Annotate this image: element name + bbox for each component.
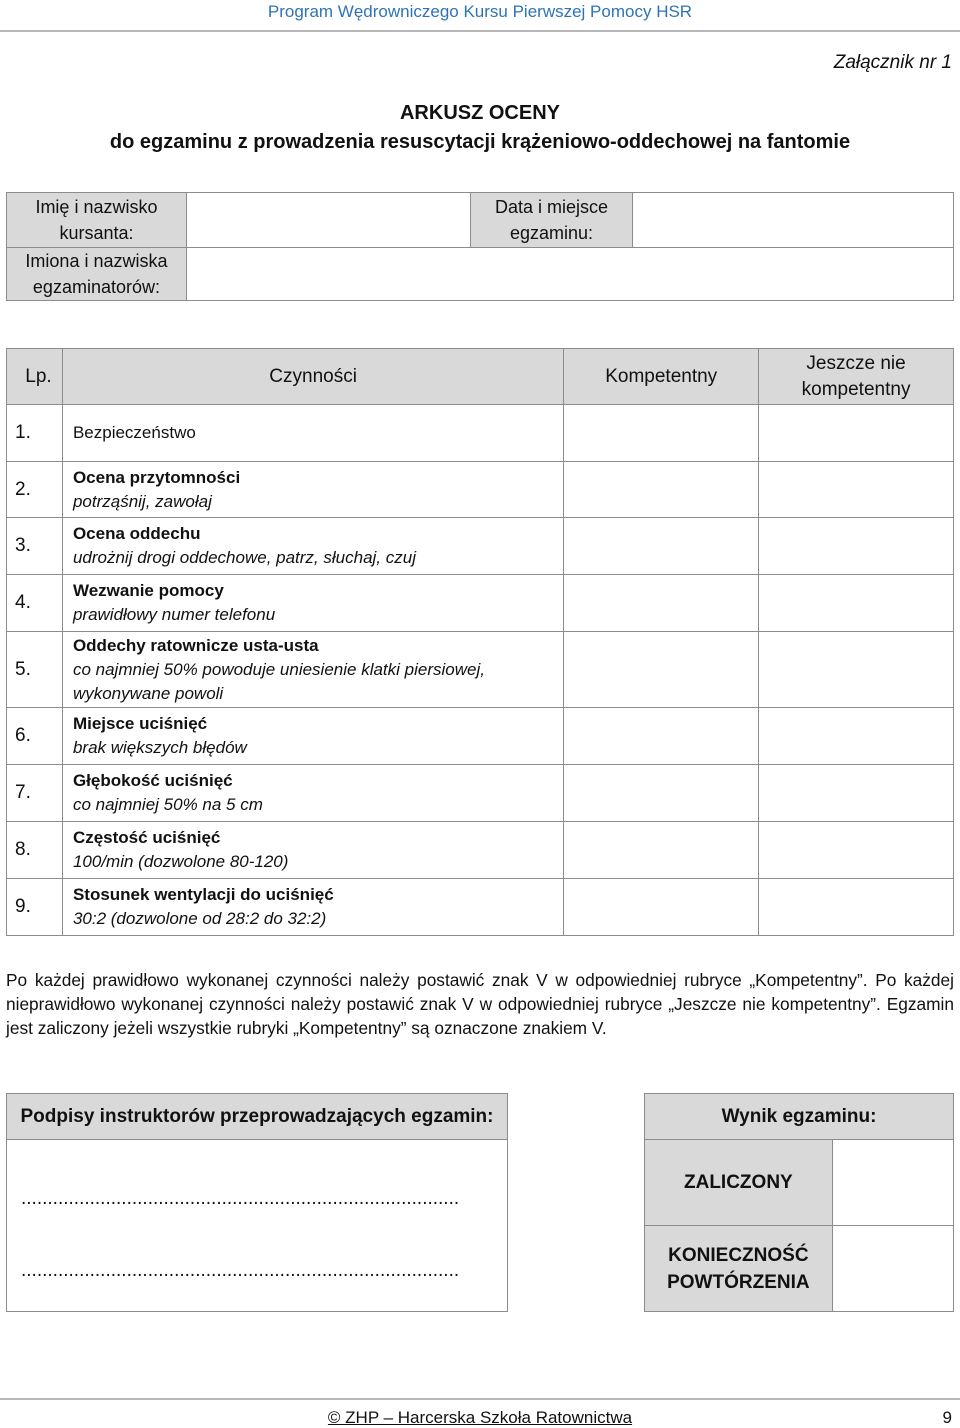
row-number: 5. bbox=[7, 632, 63, 708]
row-number: 3. bbox=[7, 518, 63, 575]
document-title: ARKUSZ OCENY bbox=[399, 102, 560, 124]
not-competent-cell[interactable] bbox=[759, 405, 954, 462]
competent-cell[interactable] bbox=[564, 518, 759, 575]
header-actions: Czynności bbox=[62, 349, 563, 405]
row-number: 8. bbox=[7, 822, 63, 879]
table-row bbox=[7, 708, 954, 765]
instructions-note: Po każdej prawidłowo wykonanej czynności należy postawić znak V w odpowiedniej rubryce „Kompetentny”. Po każdej nieprawidłowo wykonanej czynności należy postawić znak V w odpowiedniej rubryce „Jeszcze nie kompetentny”. Egzamin jest zaliczony jeżeli wszystkie rubryki „Kompetentny” są oznaczone znakiem V. bbox=[6, 970, 954, 1038]
evaluation-table bbox=[6, 348, 954, 936]
signature-line: ................................................................................... bbox=[21, 1188, 460, 1209]
competent-cell[interactable] bbox=[564, 708, 759, 765]
table-row bbox=[7, 822, 954, 879]
header-competent: Kompetentny bbox=[564, 349, 759, 405]
table-row bbox=[7, 405, 954, 462]
table-row bbox=[7, 462, 954, 518]
signatures-table bbox=[6, 1093, 508, 1312]
row-action: Głębokość uciśnięć co najmniej 50% na 5 cm bbox=[62, 765, 563, 822]
row-number: 1. bbox=[7, 405, 63, 462]
not-competent-cell[interactable] bbox=[759, 632, 954, 708]
not-competent-cell[interactable] bbox=[759, 575, 954, 632]
not-competent-cell[interactable] bbox=[759, 518, 954, 575]
info-table bbox=[6, 192, 954, 301]
result-passed-checkbox[interactable] bbox=[832, 1140, 953, 1226]
row-number: 6. bbox=[7, 708, 63, 765]
row-action: Wezwanie pomocy prawidłowy numer telefonu bbox=[62, 575, 563, 632]
row-action: Ocena oddechu udrożnij drogi oddechowe, patrz, słuchaj, czuj bbox=[62, 518, 563, 575]
competent-cell[interactable] bbox=[564, 462, 759, 518]
row-number: 4. bbox=[7, 575, 63, 632]
result-passed-label: ZALICZONY bbox=[645, 1140, 833, 1226]
exam-date-place-label: Data i miejsce egzaminu: bbox=[470, 193, 633, 248]
footer-divider bbox=[0, 1398, 960, 1400]
row-action: Oddechy ratownicze usta-usta co najmniej 50% powoduje uniesienie klatki piersiowej, wykonywane powoli bbox=[62, 632, 563, 708]
examiners-field[interactable] bbox=[186, 248, 953, 301]
row-action: Stosunek wentylacji do uciśnięć 30:2 (dozwolone od 28:2 do 32:2) bbox=[62, 879, 563, 936]
page-number: 9 bbox=[942, 1408, 952, 1427]
competent-cell[interactable] bbox=[564, 822, 759, 879]
competent-cell[interactable] bbox=[564, 879, 759, 936]
running-header: Program Wędrowniczego Kursu Pierwszej Pomocy HSR bbox=[267, 2, 693, 21]
signatures-label: Podpisy instruktorów przeprowadzających egzamin: bbox=[7, 1094, 508, 1140]
signatures-area[interactable] bbox=[7, 1140, 508, 1312]
examiners-label: Imiona i nazwiska egzaminatorów: bbox=[7, 248, 187, 301]
result-table bbox=[644, 1093, 954, 1312]
row-action: Bezpieczeństwo bbox=[62, 405, 563, 462]
student-name-label: Imię i nazwisko kursanta: bbox=[7, 193, 187, 248]
annex-label: Załącznik nr 1 bbox=[833, 52, 952, 73]
row-action: Ocena przytomności potrząśnij, zawołaj bbox=[62, 462, 563, 518]
row-action: Częstość uciśnięć 100/min (dozwolone 80-120) bbox=[62, 822, 563, 879]
result-label: Wynik egzaminu: bbox=[645, 1094, 954, 1140]
not-competent-cell[interactable] bbox=[759, 462, 954, 518]
header-divider bbox=[0, 30, 960, 32]
student-name-field[interactable] bbox=[186, 193, 470, 248]
competent-cell[interactable] bbox=[564, 632, 759, 708]
row-number: 2. bbox=[7, 462, 63, 518]
header-not-competent: Jeszcze nie kompetentny bbox=[759, 349, 954, 405]
footer-copyright: © ZHP – Harcerska Szkoła Ratownictwa bbox=[327, 1408, 633, 1427]
signature-line: ................................................................................... bbox=[21, 1260, 460, 1281]
document-subtitle: do egzaminu z prowadzenia resuscytacji krążeniowo-oddechowej na fantomie bbox=[109, 131, 851, 153]
not-competent-cell[interactable] bbox=[759, 765, 954, 822]
not-competent-cell[interactable] bbox=[759, 708, 954, 765]
exam-date-place-field[interactable] bbox=[633, 193, 954, 248]
row-number: 9. bbox=[7, 879, 63, 936]
table-row bbox=[7, 575, 954, 632]
row-action: Miejsce uciśnięć brak większych błędów bbox=[62, 708, 563, 765]
competent-cell[interactable] bbox=[564, 765, 759, 822]
competent-cell[interactable] bbox=[564, 405, 759, 462]
competent-cell[interactable] bbox=[564, 575, 759, 632]
table-row bbox=[7, 879, 954, 936]
row-number: 7. bbox=[7, 765, 63, 822]
header-lp: Lp. bbox=[7, 349, 63, 405]
not-competent-cell[interactable] bbox=[759, 879, 954, 936]
result-repeat-checkbox[interactable] bbox=[832, 1226, 953, 1312]
not-competent-cell[interactable] bbox=[759, 822, 954, 879]
result-repeat-label: KONIECZNOŚĆ POWTÓRZENIA bbox=[645, 1226, 833, 1312]
table-row bbox=[7, 632, 954, 708]
table-row bbox=[7, 765, 954, 822]
table-row bbox=[7, 518, 954, 575]
